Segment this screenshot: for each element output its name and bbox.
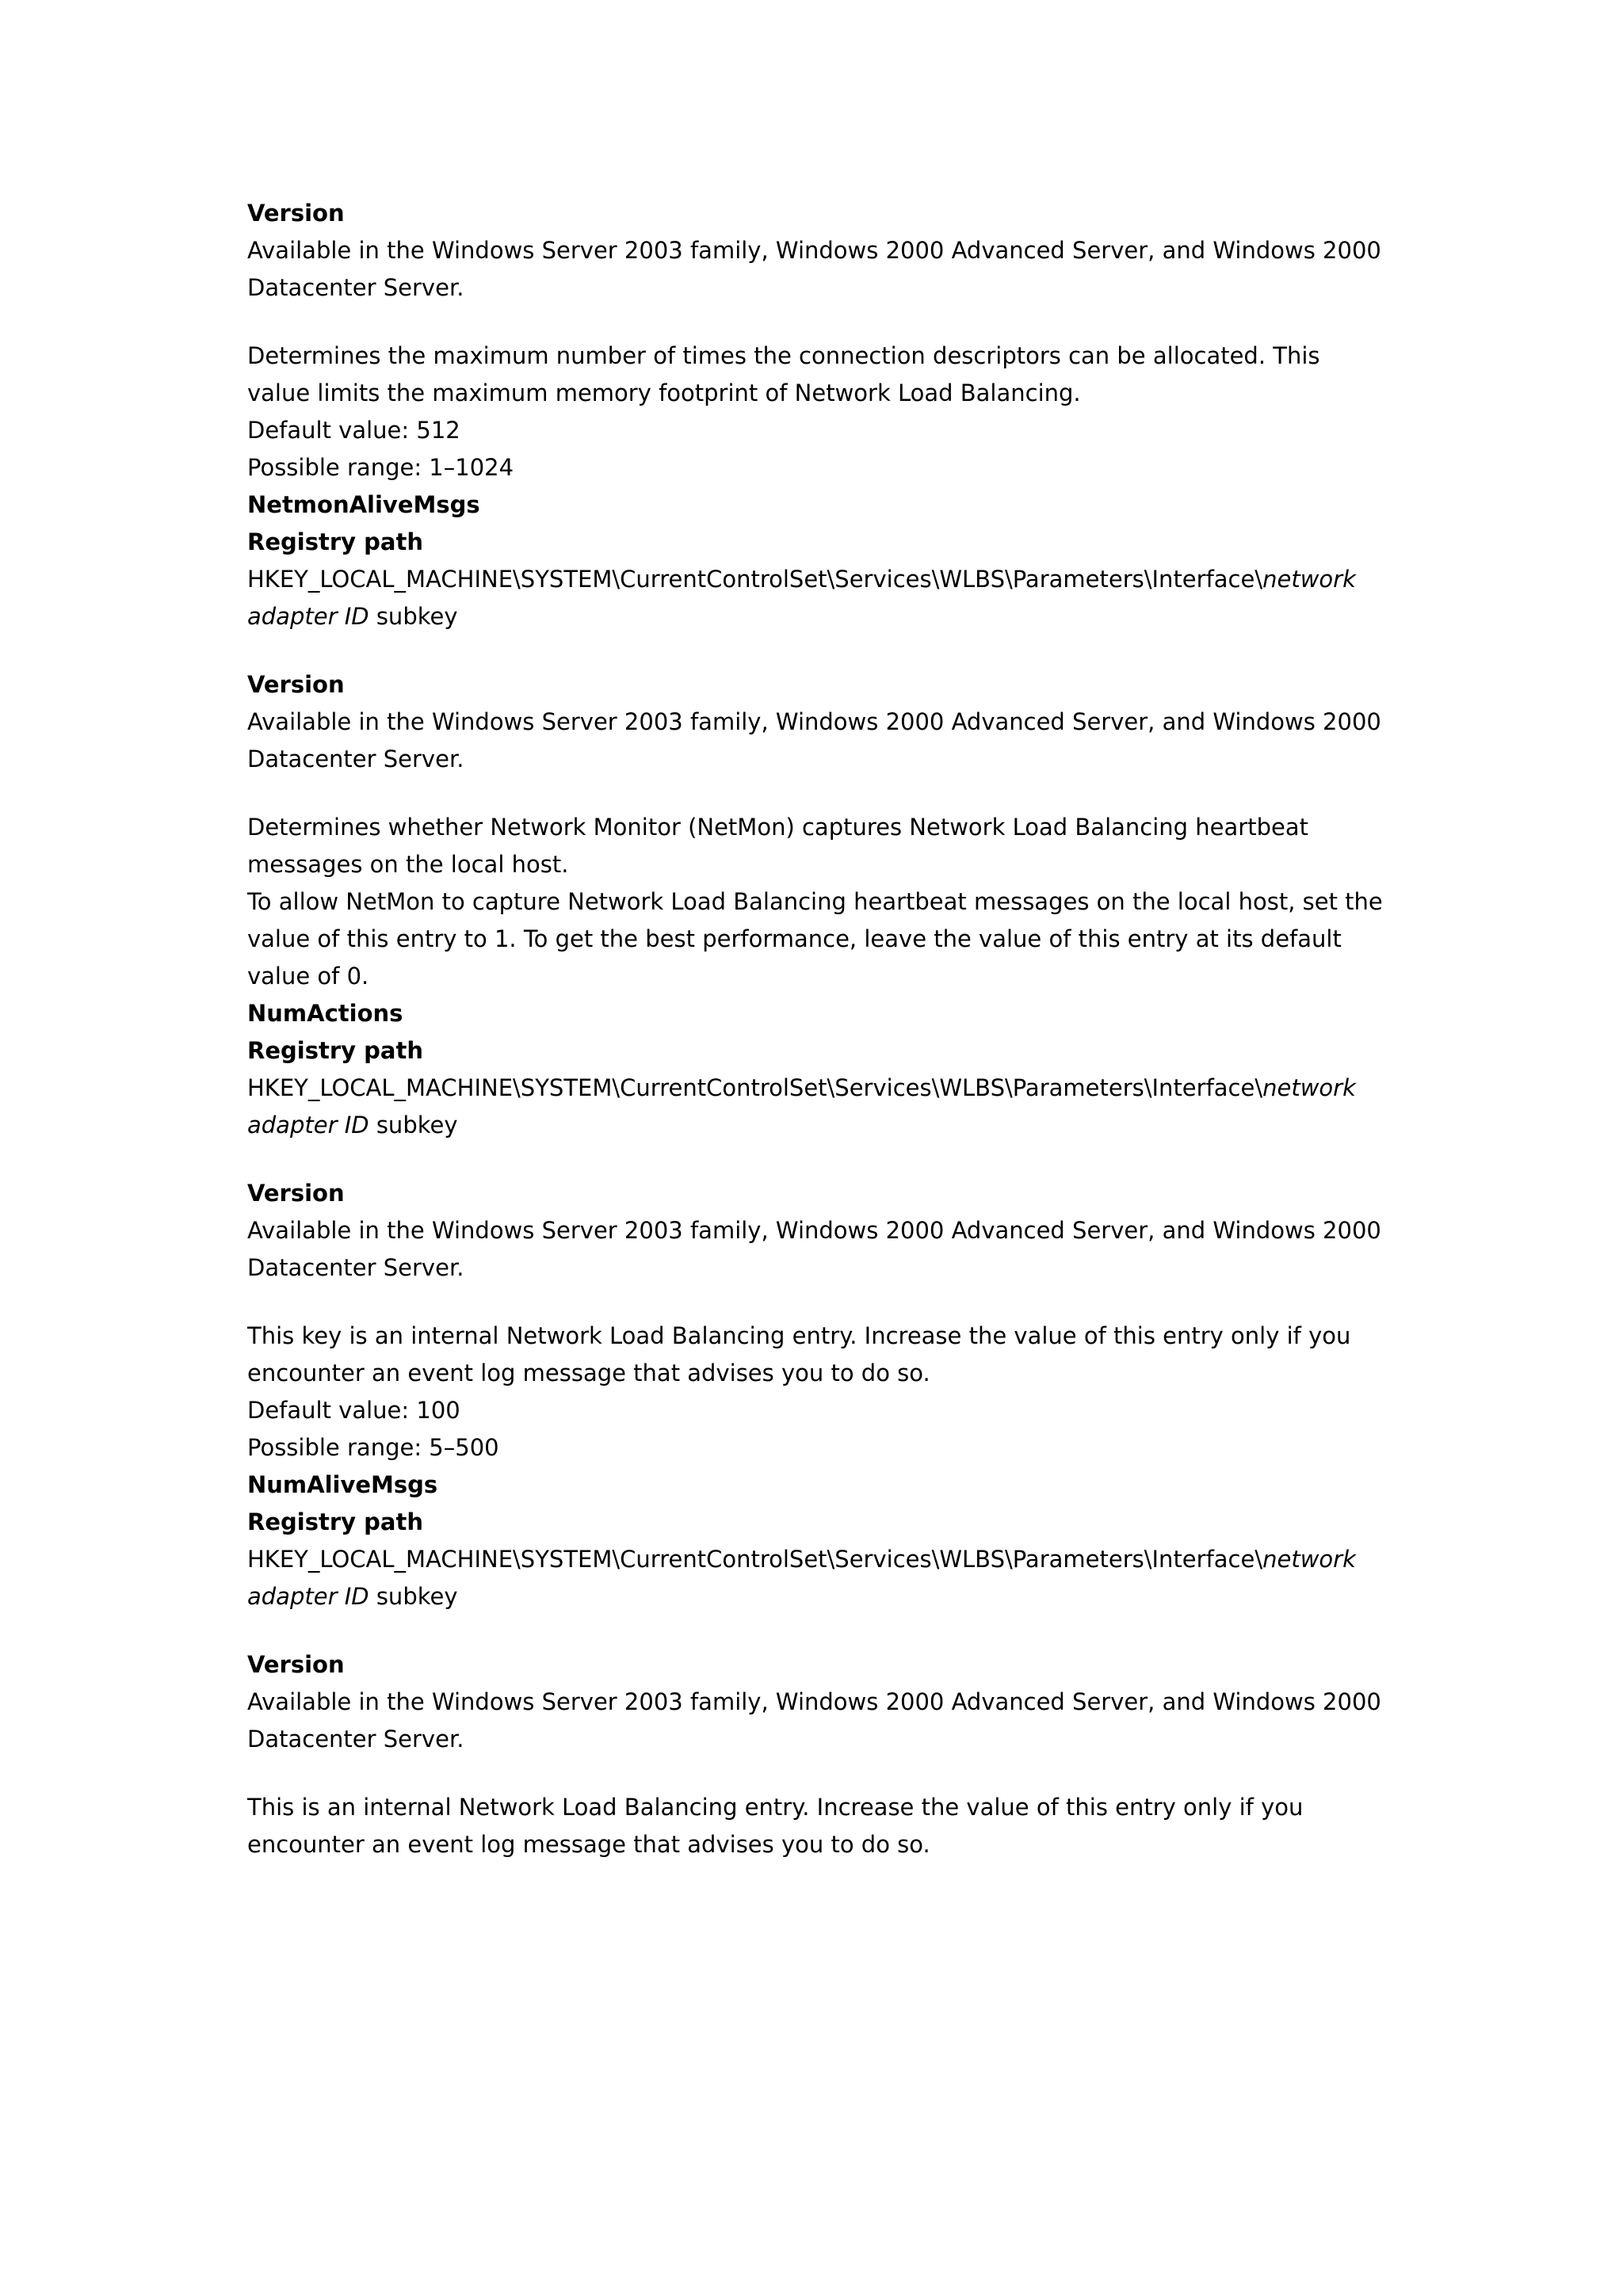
entry-header <box>247 1466 1388 1615</box>
entry-header <box>247 995 1388 1144</box>
version-heading: Version <box>247 671 345 698</box>
registry-path <box>247 1070 1388 1144</box>
description-paragraph: Determines whether Network Monitor (NetMon) captures Network Load Balancing heartbeat messages on the local host. <box>247 814 1308 878</box>
description-paragraph: To allow NetMon to capture Network Load Balancing heartbeat messages on the local host, set the value of this entry to 1. To get the best performance, leave the value of this entry at its default value of 0. <box>247 888 1383 990</box>
version-text: Available in the Windows Server 2003 family, Windows 2000 Advanced Server, and Windows 2000 Datacenter Server. <box>247 237 1381 301</box>
registry-path-placeholder: network adapter ID <box>247 1074 1356 1138</box>
registry-path-suffix: subkey <box>369 1583 458 1610</box>
version-text: Available in the Windows Server 2003 family, Windows 2000 Advanced Server, and Windows 2000 Datacenter Server. <box>247 1217 1381 1281</box>
document-page <box>247 195 1388 1863</box>
registry-path-suffix: subkey <box>369 603 458 630</box>
entry-name: NumAliveMsgs <box>247 1471 438 1498</box>
registry-path-heading: Registry path <box>247 528 423 555</box>
registry-path-suffix: subkey <box>369 1112 458 1138</box>
version-heading: Version <box>247 1180 345 1207</box>
version-text: Available in the Windows Server 2003 family, Windows 2000 Advanced Server, and Windows 2000 Datacenter Server. <box>247 708 1381 772</box>
description-paragraph: This is an internal Network Load Balancing entry. Increase the value of this entry only if you encounter an event log message that advises you to do so. <box>247 1794 1304 1858</box>
possible-range: Possible range: 5–500 <box>247 1434 499 1461</box>
version-heading: Version <box>247 200 345 227</box>
default-value: Default value: 100 <box>247 1397 460 1424</box>
registry-path-heading: Registry path <box>247 1508 423 1535</box>
registry-path-key: HKEY_LOCAL_MACHINE\SYSTEM\CurrentControlSet\Services\WLBS\Parameters\Interface\ <box>247 1074 1263 1101</box>
registry-path-key: HKEY_LOCAL_MACHINE\SYSTEM\CurrentControlSet\Services\WLBS\Parameters\Interface\ <box>247 566 1263 593</box>
registry-path <box>247 1541 1388 1615</box>
description-paragraph: This key is an internal Network Load Balancing entry. Increase the value of this entry only if you encounter an event log message that advises you to do so. <box>247 1322 1351 1386</box>
version-section <box>247 1646 1388 1758</box>
registry-path-placeholder: network adapter ID <box>247 566 1356 630</box>
default-value: Default value: 512 <box>247 417 460 444</box>
entry-name: NetmonAliveMsgs <box>247 491 480 518</box>
version-section <box>247 1175 1388 1287</box>
entry-name: NumActions <box>247 1000 403 1027</box>
possible-range: Possible range: 1–1024 <box>247 454 514 481</box>
description-paragraph: Determines the maximum number of times the connection descriptors can be allocated. This value limits the maximum memory footprint of Network Load Balancing. <box>247 342 1320 406</box>
registry-path <box>247 561 1388 635</box>
registry-path-key: HKEY_LOCAL_MACHINE\SYSTEM\CurrentControlSet\Services\WLBS\Parameters\Interface\ <box>247 1546 1263 1573</box>
version-section <box>247 195 1388 307</box>
version-section <box>247 666 1388 778</box>
version-heading: Version <box>247 1651 345 1678</box>
entry-header <box>247 486 1388 635</box>
registry-path-placeholder: network adapter ID <box>247 1546 1356 1610</box>
registry-path-heading: Registry path <box>247 1037 423 1064</box>
version-text: Available in the Windows Server 2003 family, Windows 2000 Advanced Server, and Windows 2000 Datacenter Server. <box>247 1688 1381 1753</box>
